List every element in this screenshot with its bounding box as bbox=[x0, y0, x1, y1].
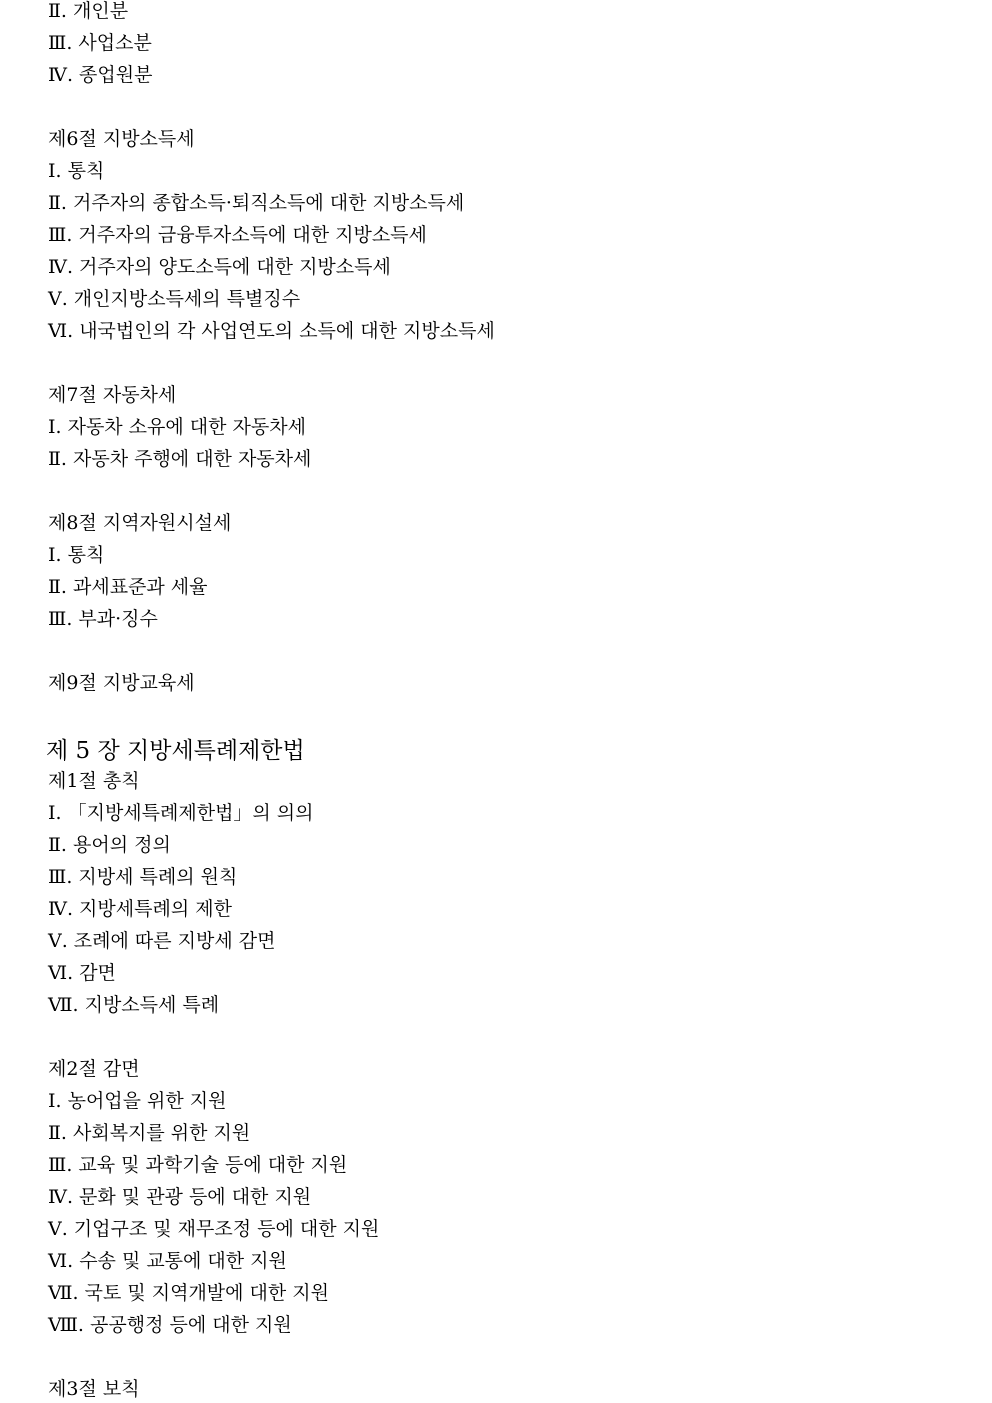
toc-item: Ⅰ. 자동차 소유에 대한 자동차세 bbox=[48, 416, 306, 438]
toc-item: Ⅴ. 기업구조 및 재무조정 등에 대한 지원 bbox=[48, 1218, 380, 1240]
toc-item: Ⅴ. 조례에 따른 지방세 감면 bbox=[48, 930, 276, 952]
toc-item: Ⅱ. 과세표준과 세율 bbox=[48, 576, 208, 598]
toc-item: Ⅰ. 통칙 bbox=[48, 160, 105, 182]
toc-item: Ⅳ. 거주자의 양도소득에 대한 지방소득세 bbox=[48, 256, 391, 278]
toc-item: Ⅱ. 사회복지를 위한 지원 bbox=[48, 1122, 251, 1144]
section-heading: 제3절 보칙 bbox=[48, 1378, 140, 1400]
toc-item: Ⅰ. 통칙 bbox=[48, 544, 105, 566]
toc-item: Ⅱ. 용어의 정의 bbox=[48, 834, 171, 856]
toc-item: Ⅳ. 문화 및 관광 등에 대한 지원 bbox=[48, 1186, 312, 1208]
toc-item: Ⅴ. 개인지방소득세의 특별징수 bbox=[48, 288, 301, 310]
toc-item: Ⅳ. 지방세특례의 제한 bbox=[48, 898, 232, 920]
toc-item: Ⅲ. 교육 및 과학기술 등에 대한 지원 bbox=[48, 1154, 348, 1176]
toc-item: Ⅵ. 수송 및 교통에 대한 지원 bbox=[48, 1250, 287, 1272]
toc-item: Ⅲ. 거주자의 금융투자소득에 대한 지방소득세 bbox=[48, 224, 427, 246]
toc-item: Ⅵ. 내국법인의 각 사업연도의 소득에 대한 지방소득세 bbox=[48, 320, 495, 342]
toc-item: Ⅱ. 자동차 주행에 대한 자동차세 bbox=[48, 448, 312, 470]
toc-item: Ⅰ. 농어업을 위한 지원 bbox=[48, 1090, 227, 1112]
toc-item: Ⅶ. 지방소득세 특례 bbox=[48, 994, 220, 1016]
section-heading: 제6절 지방소득세 bbox=[48, 128, 195, 150]
toc-item: Ⅶ. 국토 및 지역개발에 대한 지원 bbox=[48, 1282, 330, 1304]
toc-item: Ⅱ. 개인분 bbox=[48, 0, 129, 22]
chapter-heading: 제 5 장 지방세특례제한법 bbox=[46, 738, 305, 764]
section-heading: 제9절 지방교육세 bbox=[48, 672, 195, 694]
toc-item: Ⅲ. 부과·징수 bbox=[48, 608, 158, 630]
section-heading: 제7절 자동차세 bbox=[48, 384, 177, 406]
toc-item: Ⅰ. 「지방세특례제한법」의 의의 bbox=[48, 802, 314, 824]
toc-item: Ⅱ. 거주자의 종합소득·퇴직소득에 대한 지방소득세 bbox=[48, 192, 465, 214]
section-heading: 제1절 총칙 bbox=[48, 770, 140, 792]
section-heading: 제8절 지역자원시설세 bbox=[48, 512, 232, 534]
section-heading: 제2절 감면 bbox=[48, 1058, 140, 1080]
toc-item: Ⅳ. 종업원분 bbox=[48, 64, 153, 86]
toc-item: Ⅲ. 사업소분 bbox=[48, 32, 152, 54]
toc-item: Ⅲ. 지방세 특례의 원칙 bbox=[48, 866, 238, 888]
toc-item: Ⅵ. 감면 bbox=[48, 962, 116, 984]
toc-item: Ⅷ. 공공행정 등에 대한 지원 bbox=[48, 1314, 292, 1336]
